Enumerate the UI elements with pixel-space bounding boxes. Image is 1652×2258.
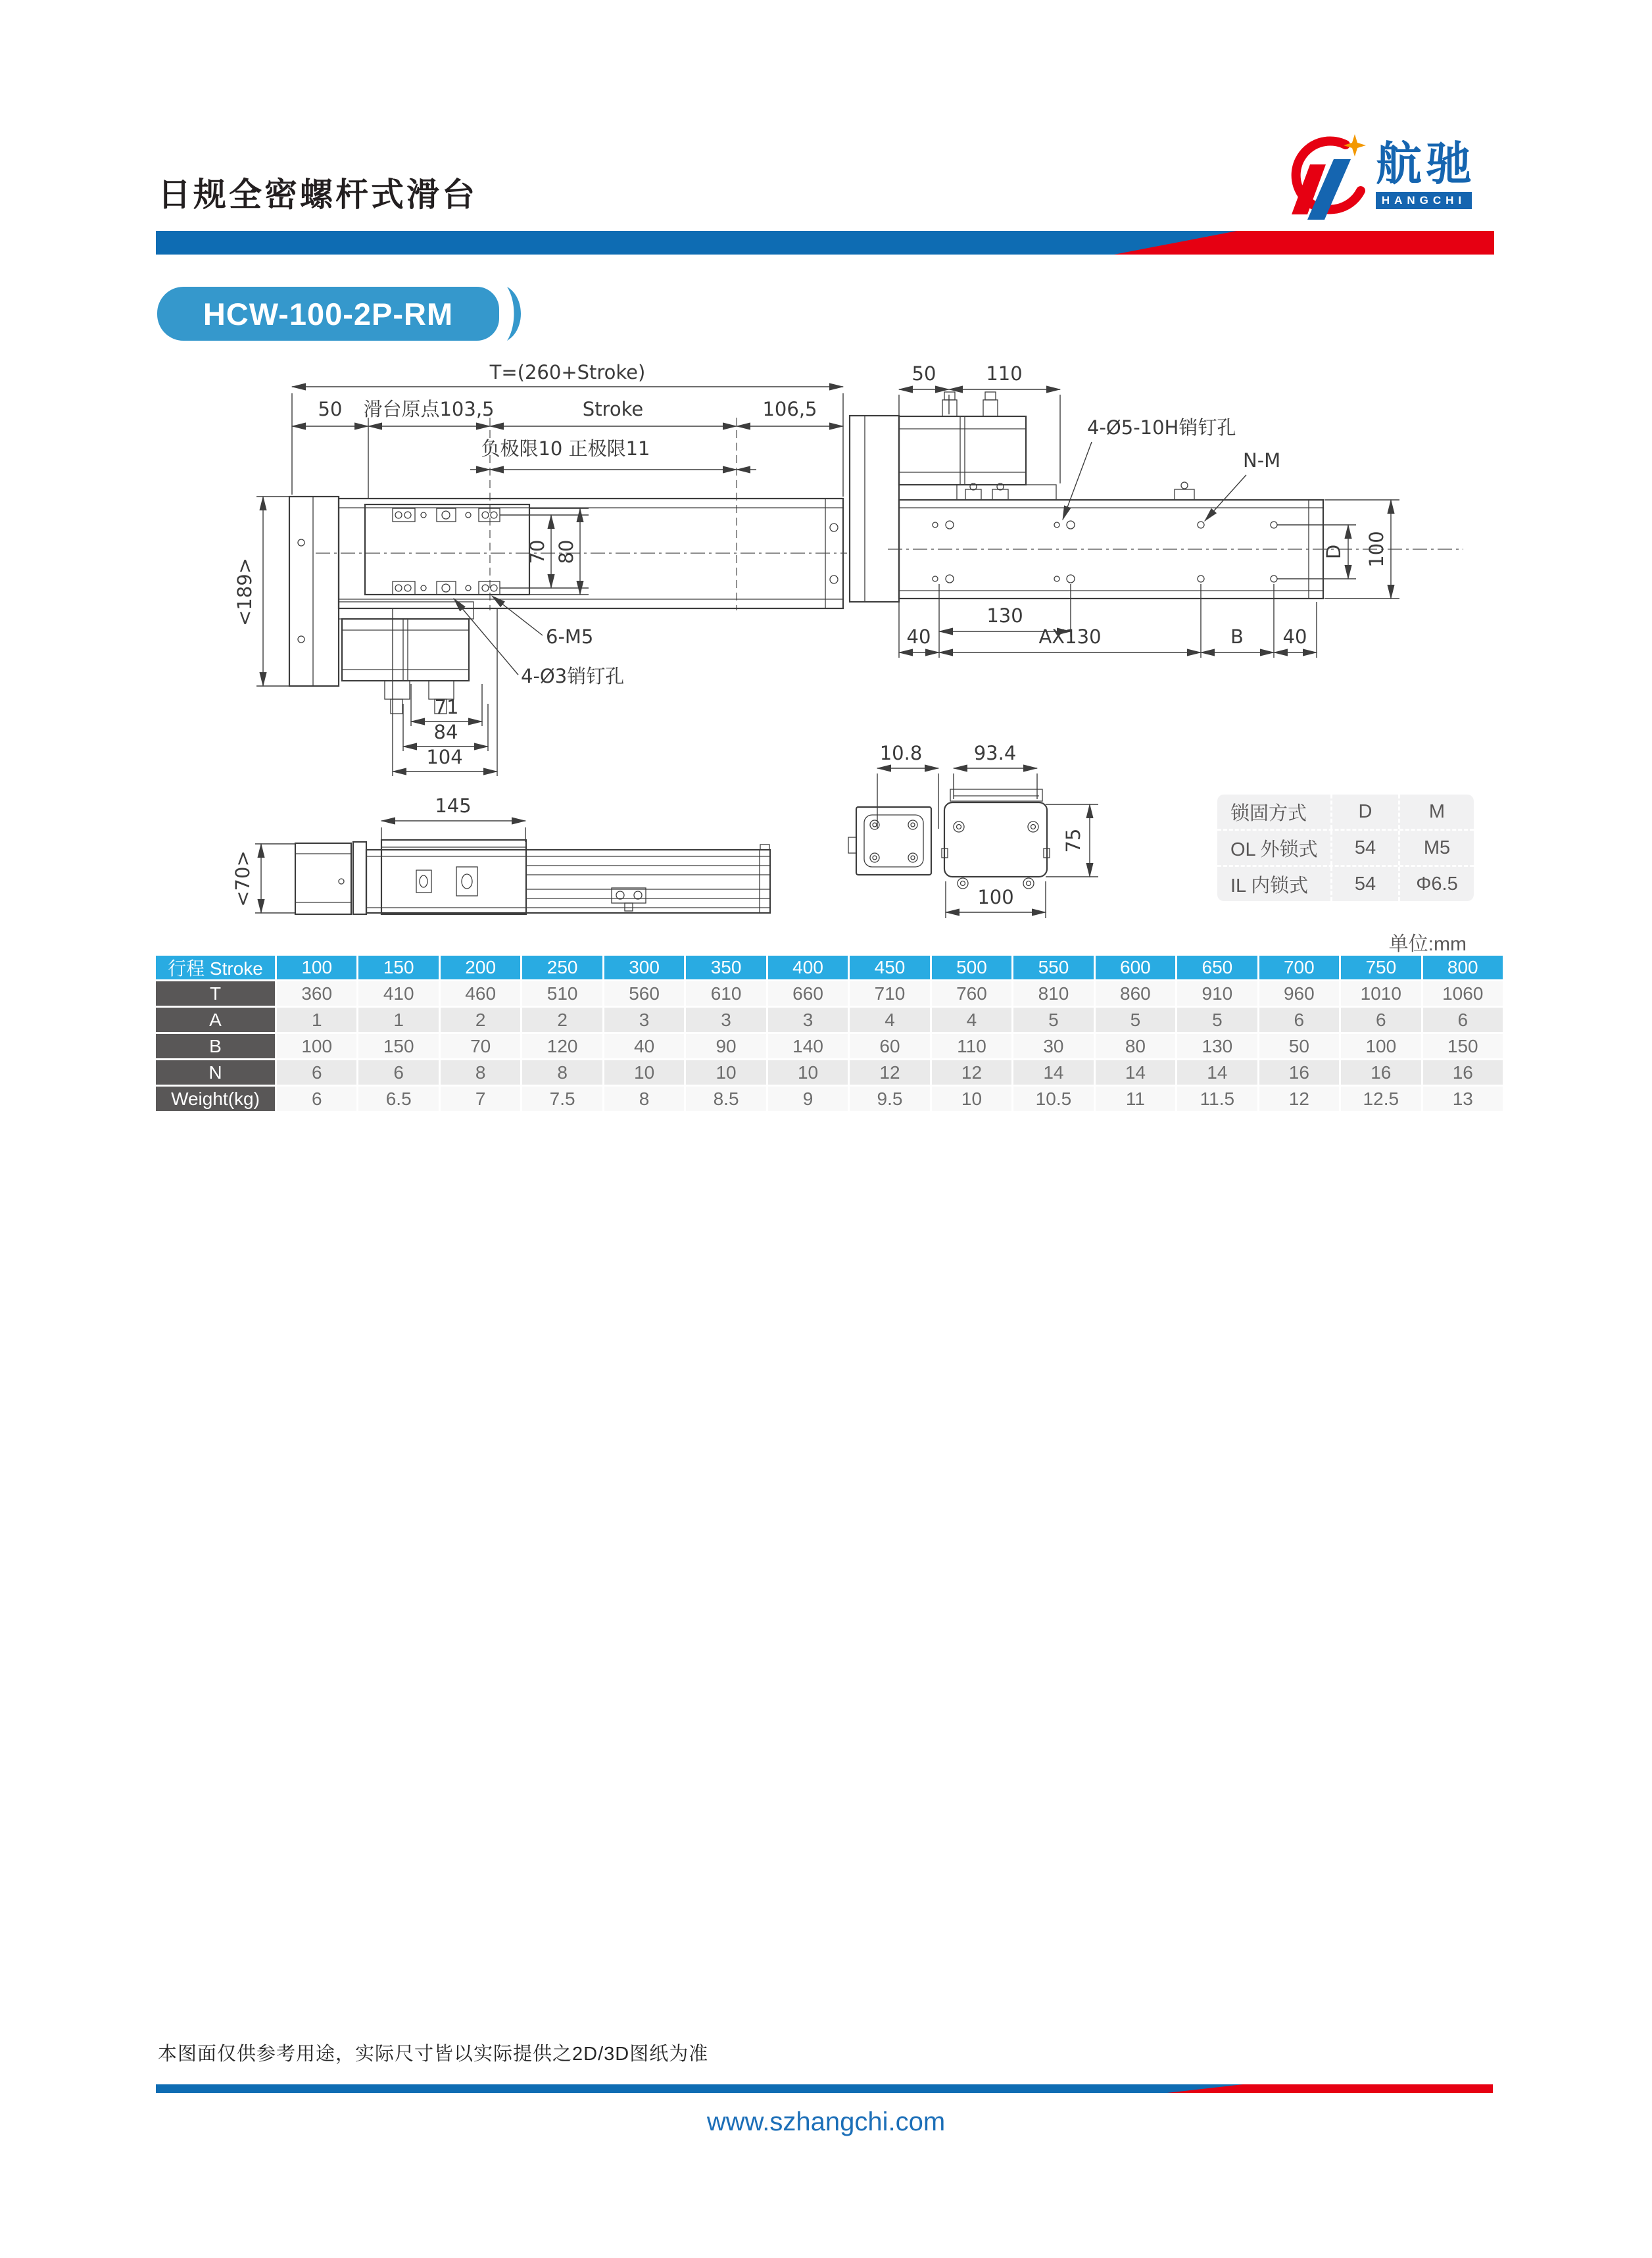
lock-cell: 54: [1330, 831, 1398, 865]
table-cell: 10: [604, 1060, 684, 1085]
drawing-side-view: [230, 789, 776, 957]
dim-189: <189>: [233, 558, 256, 626]
model-badge: [157, 287, 525, 341]
lock-header-d: D: [1330, 795, 1398, 829]
footer-note: 本图面仅供参考用途，实际尺寸皆以实际提供之2D/3D图纸为准: [158, 2044, 709, 2065]
logo-cn: 航驰: [1376, 138, 1476, 189]
drawing-bottom-view: [848, 355, 1467, 674]
table-cell: 910: [1177, 981, 1257, 1006]
footer-accent-red: [1167, 2084, 1493, 2093]
table-cell: 7.5: [522, 1087, 602, 1111]
table-cell: 8: [441, 1060, 520, 1085]
table-cell: 350: [686, 956, 765, 979]
table-cell: 1060: [1423, 981, 1503, 1006]
website-url: www.szhangchi.com: [706, 2107, 946, 2136]
table-cell: 50: [1259, 1034, 1339, 1058]
table-cell: 6: [1259, 1008, 1339, 1032]
row-label-cell: B: [156, 1034, 275, 1058]
table-cell: 960: [1259, 981, 1339, 1006]
model-badge-label: HCW-100-2P-RM: [157, 287, 499, 341]
logo-text: [1376, 138, 1476, 209]
table-cell: 10.5: [1013, 1087, 1093, 1111]
front-view-carriage: [365, 504, 529, 595]
row-label-cell: N: [156, 1060, 275, 1085]
table-cell: 810: [1013, 981, 1093, 1006]
table-cell: 5: [1096, 1008, 1175, 1032]
dim-80: 80: [555, 539, 577, 564]
spec-table-row: [156, 981, 1503, 1006]
table-cell: 660: [768, 981, 848, 1006]
dim-70h: <70>: [231, 850, 254, 907]
label-6-m5: 6-M5: [546, 626, 594, 648]
lock-cell: 54: [1330, 867, 1398, 901]
table-cell: 860: [1096, 981, 1175, 1006]
company-logo: [1281, 132, 1476, 232]
table-cell: 700: [1259, 956, 1339, 979]
dim-84: 84: [433, 721, 458, 743]
dim-stroke: Stroke: [582, 398, 644, 420]
table-cell: 9.5: [850, 1087, 929, 1111]
table-cell: 2: [522, 1008, 602, 1032]
logo-mark-icon: [1281, 132, 1367, 232]
table-cell: 12: [932, 1060, 1011, 1085]
table-cell: 70: [441, 1034, 520, 1058]
label-n-m: N-M: [1243, 449, 1281, 472]
table-cell: 90: [686, 1034, 765, 1058]
table-cell: 650: [1177, 956, 1257, 979]
section-body: [942, 789, 1050, 889]
lock-header-method: 锁固方式: [1230, 802, 1307, 824]
table-cell: 130: [1177, 1034, 1257, 1058]
table-cell: 6: [277, 1087, 356, 1111]
drawing-front-view: [217, 355, 848, 825]
table-cell: 100: [277, 956, 356, 979]
table-cell: 14: [1096, 1060, 1175, 1085]
table-cell: 510: [522, 981, 602, 1006]
section-flange: [848, 807, 931, 875]
table-cell: 6: [1341, 1008, 1421, 1032]
footer-accent-bar: [156, 2084, 1493, 2093]
lock-table-row: [1217, 865, 1474, 901]
table-cell: 6: [1423, 1008, 1503, 1032]
table-cell: 3: [686, 1008, 765, 1032]
spec-table: [156, 956, 1503, 1113]
dim-106-5: 106,5: [762, 398, 817, 420]
table-cell: 行程 Stroke: [156, 956, 275, 979]
table-cell: 30: [1013, 1034, 1093, 1058]
table-cell: 450: [850, 956, 929, 979]
table-cell: 11.5: [1177, 1087, 1257, 1111]
table-cell: 12: [850, 1060, 929, 1085]
table-cell: 10: [768, 1060, 848, 1085]
header-accent-bar: [156, 231, 1494, 255]
dim-ax130: AX130: [1038, 626, 1102, 648]
spec-table-row: [156, 1087, 1503, 1111]
front-view-body: [289, 497, 847, 686]
dim-50: 50: [911, 362, 936, 385]
table-cell: 1: [358, 1008, 438, 1032]
table-cell: 500: [932, 956, 1011, 979]
table-cell: 80: [1096, 1034, 1175, 1058]
table-cell: 5: [1013, 1008, 1093, 1032]
dim-50: 50: [318, 398, 343, 420]
table-cell: 410: [358, 981, 438, 1006]
table-cell: 2: [441, 1008, 520, 1032]
table-cell: 800: [1423, 956, 1503, 979]
header-accent-red: [1114, 231, 1494, 255]
page-title: 日规全密螺杆式滑台: [158, 176, 477, 213]
table-cell: 14: [1177, 1060, 1257, 1085]
dim-71: 71: [434, 696, 459, 718]
table-cell: 10: [686, 1060, 765, 1085]
table-cell: 110: [932, 1034, 1011, 1058]
table-cell: 9: [768, 1087, 848, 1111]
table-cell: 6: [358, 1060, 438, 1085]
table-cell: 600: [1096, 956, 1175, 979]
row-label-cell: A: [156, 1008, 275, 1032]
table-cell: 6: [277, 1060, 356, 1085]
table-cell: 10: [932, 1087, 1011, 1111]
table-cell: 1010: [1341, 981, 1421, 1006]
dim-total: T=(260+Stroke): [489, 361, 646, 383]
table-cell: 560: [604, 981, 684, 1006]
table-cell: 460: [441, 981, 520, 1006]
table-cell: 8.5: [686, 1087, 765, 1111]
table-cell: 60: [850, 1034, 929, 1058]
dim-d: D: [1323, 544, 1345, 560]
spec-table-header: [156, 956, 1503, 979]
lock-table-row: [1217, 829, 1474, 865]
table-cell: 16: [1341, 1060, 1421, 1085]
lock-header-m: M: [1398, 795, 1474, 829]
logo-en: HANGCHI: [1376, 192, 1472, 209]
table-cell: 16: [1259, 1060, 1339, 1085]
table-cell: 13: [1423, 1087, 1503, 1111]
dim-110: 110: [986, 362, 1023, 385]
table-cell: 5: [1177, 1008, 1257, 1032]
lock-table-header: [1217, 795, 1474, 829]
lock-method-table: [1217, 795, 1474, 901]
table-cell: 100: [277, 1034, 356, 1058]
table-cell: 400: [768, 956, 848, 979]
badge-bracket-icon: [506, 287, 525, 341]
table-cell: 200: [441, 956, 520, 979]
table-cell: 300: [604, 956, 684, 979]
table-cell: 16: [1423, 1060, 1503, 1085]
dim-93-4: 93.4: [973, 742, 1017, 764]
table-cell: 710: [850, 981, 929, 1006]
label-pin-holes: 4-Ø3销钉孔: [521, 665, 625, 687]
table-cell: 14: [1013, 1060, 1093, 1085]
spec-table-row: [156, 1060, 1503, 1085]
lock-cell: Φ6.5: [1398, 867, 1474, 901]
table-cell: 760: [932, 981, 1011, 1006]
dim-145: 145: [435, 795, 472, 817]
table-cell: 12.5: [1341, 1087, 1421, 1111]
table-cell: 4: [932, 1008, 1011, 1032]
table-cell: 1: [277, 1008, 356, 1032]
row-label-cell: T: [156, 981, 275, 1006]
table-cell: 8: [604, 1087, 684, 1111]
side-view-body: [295, 840, 770, 914]
table-cell: 12: [1259, 1087, 1339, 1111]
table-cell: 120: [522, 1034, 602, 1058]
table-cell: 250: [522, 956, 602, 979]
table-cell: 610: [686, 981, 765, 1006]
table-cell: 4: [850, 1008, 929, 1032]
dim-130: 130: [986, 604, 1023, 627]
unit-note: 单位:mm: [1388, 933, 1467, 955]
table-cell: 7: [441, 1087, 520, 1111]
table-cell: 11: [1096, 1087, 1175, 1111]
table-cell: 40: [604, 1034, 684, 1058]
table-cell: 150: [1423, 1034, 1503, 1058]
table-cell: 3: [604, 1008, 684, 1032]
dim-104: 104: [426, 746, 463, 768]
lock-cell: IL 内锁式: [1230, 875, 1309, 896]
table-cell: 100: [1341, 1034, 1421, 1058]
dim-40-right: 40: [1282, 626, 1307, 648]
table-cell: 6.5: [358, 1087, 438, 1111]
table-cell: 360: [277, 981, 356, 1006]
table-cell: 8: [522, 1060, 602, 1085]
table-cell: 150: [358, 956, 438, 979]
table-cell: 3: [768, 1008, 848, 1032]
spec-table-row: [156, 1034, 1503, 1058]
label-pin-holes: 4-Ø5-10H销钉孔: [1087, 416, 1236, 439]
dim-75: 75: [1062, 828, 1084, 853]
spec-table-row: [156, 1008, 1503, 1032]
table-cell: 550: [1013, 956, 1093, 979]
dim-100: 100: [977, 886, 1014, 908]
dim-100: 100: [1365, 531, 1388, 568]
dim-origin: 滑台原点103,5: [363, 398, 495, 420]
dim-limits: 负极限10 正极限11: [481, 437, 650, 460]
row-label-cell: Weight(kg): [156, 1087, 275, 1111]
dim-40-left: 40: [906, 626, 931, 648]
lock-cell: OL 外锁式: [1230, 839, 1318, 860]
dim-10-8: 10.8: [879, 742, 923, 764]
table-cell: 150: [358, 1034, 438, 1058]
table-cell: 140: [768, 1034, 848, 1058]
table-cell: 750: [1341, 956, 1421, 979]
drawing-section-view: [848, 742, 1151, 970]
dim-70: 70: [526, 539, 548, 564]
dim-b: B: [1230, 626, 1244, 648]
lock-cell: M5: [1398, 831, 1474, 865]
